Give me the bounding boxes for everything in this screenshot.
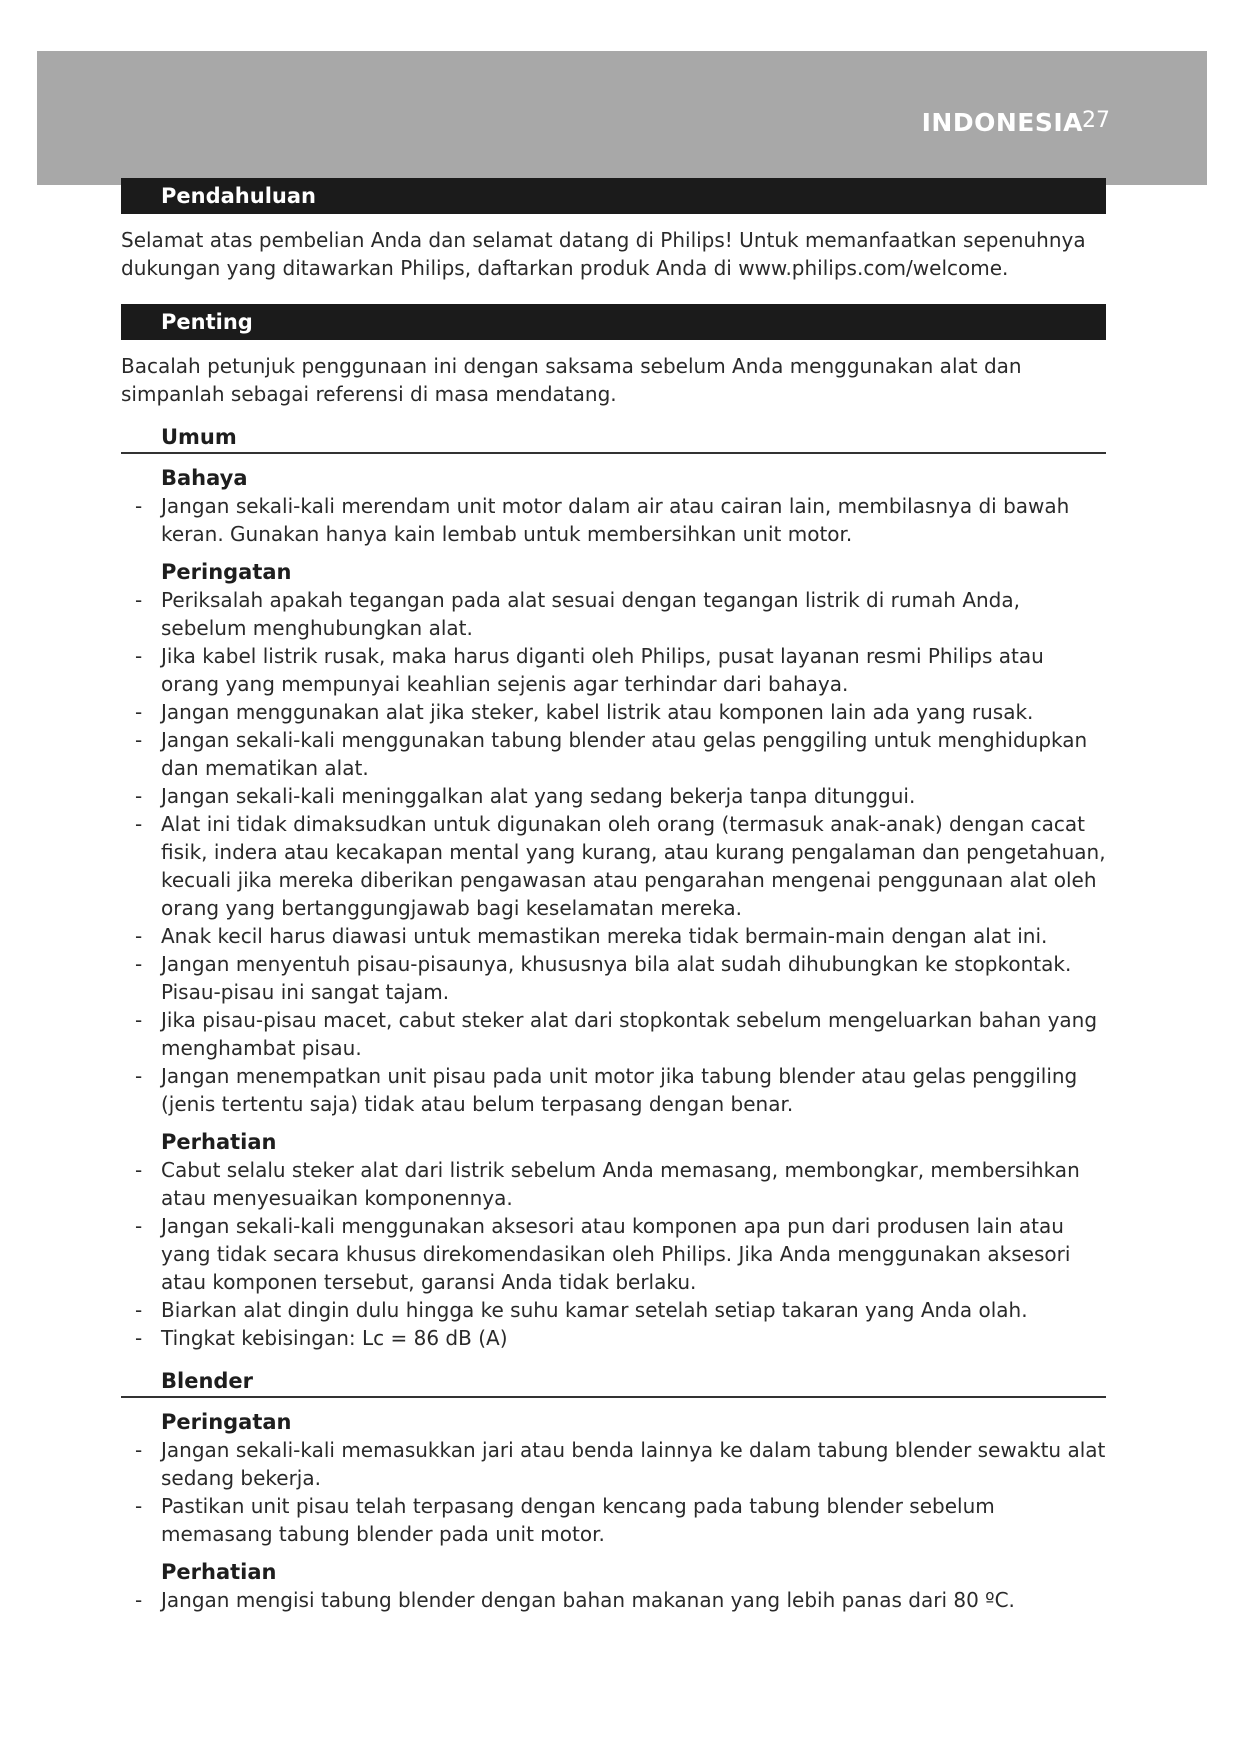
- list-item: [121, 810, 1106, 922]
- dash-bullet: -: [135, 1326, 143, 1350]
- blender-perhatian-list: [121, 1586, 1106, 1614]
- list-item: [121, 1492, 1106, 1548]
- list-item-text: Periksalah apakah tegangan pada alat sesuai dengan tegangan listrik di rumah Anda, sebelum menghubungkan alat.: [161, 588, 1020, 640]
- list-item-text: Jangan sekali-kali meninggalkan alat yang sedang bekerja tanpa ditunggui.: [161, 784, 916, 808]
- dash-bullet: -: [135, 812, 143, 836]
- dash-bullet: -: [135, 1214, 143, 1238]
- list-item: [121, 782, 1106, 810]
- dash-bullet: -: [135, 494, 143, 518]
- list-item: [121, 1156, 1106, 1212]
- list-item-text: Biarkan alat dingin dulu hingga ke suhu kamar setelah setiap takaran yang Anda olah.: [161, 1298, 1028, 1322]
- dash-bullet: -: [135, 1158, 143, 1182]
- list-item: [121, 698, 1106, 726]
- list-item-text: Pastikan unit pisau telah terpasang dengan kencang pada tabung blender sebelum memasang tabung blender pada unit motor.: [161, 1494, 995, 1546]
- dash-bullet: -: [135, 644, 143, 668]
- dash-bullet: -: [135, 1438, 143, 1462]
- dash-bullet: -: [135, 588, 143, 612]
- list-item: [121, 1586, 1106, 1614]
- list-item: [121, 642, 1106, 698]
- language-label: INDONESIA: [921, 108, 1083, 137]
- list-item: [121, 1212, 1106, 1296]
- list-item: [121, 586, 1106, 642]
- section-heading-pendahuluan: Pendahuluan: [121, 178, 1106, 214]
- peringatan-list: [121, 586, 1106, 1118]
- list-item-text: Alat ini tidak dimaksudkan untuk digunakan oleh orang (termasuk anak-anak) dengan cacat fisik, indera atau kecakapan mental yang kurang, atau kurang pengalaman dan pengetahuan, kecuali jika mereka diberikan pengawasan atau pengarahan mengenai penggunaan alat oleh orang yang bertanggungjawab bagi keselamatan mereka.: [161, 812, 1106, 920]
- dash-bullet: -: [135, 1494, 143, 1518]
- list-item: [121, 922, 1106, 950]
- dash-bullet: -: [135, 1588, 143, 1612]
- list-item-text: Jangan menyentuh pisau-pisaunya, khususnya bila alat sudah dihubungkan ke stopkontak. Pisau-pisau ini sangat tajam.: [161, 952, 1072, 1004]
- dash-bullet: -: [135, 1298, 143, 1322]
- list-item-text: Jangan sekali-kali merendam unit motor dalam air atau cairan lain, membilasnya di bawah keran. Gunakan hanya kain lembab untuk membersihkan unit motor.: [161, 494, 1070, 546]
- list-item-text: Jangan menempatkan unit pisau pada unit motor jika tabung blender atau gelas penggiling (jenis tertentu saja) tidak atau belum terpasang dengan benar.: [161, 1064, 1078, 1116]
- group-title-blender-peringatan: Peringatan: [161, 1410, 292, 1434]
- list-item: [121, 1062, 1106, 1118]
- blender-peringatan-list: [121, 1436, 1106, 1548]
- list-item: [121, 492, 1106, 548]
- list-item-text: Jangan menggunakan alat jika steker, kabel listrik atau komponen lain ada yang rusak.: [161, 700, 1034, 724]
- penting-text: Bacalah petunjuk penggunaan ini dengan saksama sebelum Anda menggunakan alat dan simpanlah sebagai referensi di masa mendatang.: [121, 354, 1022, 406]
- group-title-peringatan: Peringatan: [161, 560, 292, 584]
- list-item: [121, 1324, 1106, 1352]
- list-item-text: Jangan sekali-kali menggunakan tabung blender atau gelas penggiling untuk menghidupkan dan mematikan alat.: [161, 728, 1088, 780]
- list-item: [121, 1296, 1106, 1324]
- dash-bullet: -: [135, 924, 143, 948]
- group-title-blender-perhatian: Perhatian: [161, 1560, 277, 1584]
- list-item-text: Jika pisau-pisau macet, cabut steker alat dari stopkontak sebelum mengeluarkan bahan yang menghambat pisau.: [161, 1008, 1098, 1060]
- list-item: [121, 950, 1106, 1006]
- list-item-text: Cabut selalu steker alat dari listrik sebelum Anda memasang, membongkar, membersihkan atau menyesuaikan komponennya.: [161, 1158, 1080, 1210]
- dash-bullet: -: [135, 728, 143, 752]
- list-item-text: Tingkat kebisingan: Lc = 86 dB (A): [161, 1326, 508, 1350]
- running-head: [922, 108, 1083, 137]
- bahaya-list: [121, 492, 1106, 548]
- dash-bullet: -: [135, 1064, 143, 1088]
- list-item-text: Anak kecil harus diawasi untuk memastikan mereka tidak bermain-main dengan alat ini.: [161, 924, 1048, 948]
- page-number: 27: [1082, 108, 1110, 133]
- dash-bullet: -: [135, 952, 143, 976]
- perhatian-list: [121, 1156, 1106, 1352]
- dash-bullet: -: [135, 784, 143, 808]
- group-title-bahaya: Bahaya: [161, 466, 248, 490]
- subsection-heading-blender: Blender: [121, 1366, 1106, 1398]
- list-item-text: Jangan mengisi tabung blender dengan bahan makanan yang lebih panas dari 80 ºC.: [161, 1588, 1015, 1612]
- pendahuluan-text: Selamat atas pembelian Anda dan selamat datang di Philips! Untuk memanfaatkan sepenuhnya dukungan yang ditawarkan Philips, daftarkan produk Anda di www.philips.com/welcome.: [121, 228, 1086, 280]
- list-item-text: Jangan sekali-kali memasukkan jari atau benda lainnya ke dalam tabung blender sewaktu alat sedang bekerja.: [161, 1438, 1106, 1490]
- dash-bullet: -: [135, 1008, 143, 1032]
- list-item: [121, 1436, 1106, 1492]
- list-item: [121, 1006, 1106, 1062]
- subsection-heading-umum: Umum: [121, 422, 1106, 454]
- group-title-perhatian: Perhatian: [161, 1130, 277, 1154]
- dash-bullet: -: [135, 700, 143, 724]
- list-item: [121, 726, 1106, 782]
- list-item-text: Jangan sekali-kali menggunakan aksesori atau komponen apa pun dari produsen lain atau yang tidak secara khusus direkomendasikan oleh Philips. Jika Anda menggunakan aksesori atau komponen tersebut, garansi Anda tidak berlaku.: [161, 1214, 1071, 1294]
- manual-content: [121, 178, 1106, 1614]
- section-heading-penting: Penting: [121, 304, 1106, 340]
- list-item-text: Jika kabel listrik rusak, maka harus diganti oleh Philips, pusat layanan resmi Philips atau orang yang mempunyai keahlian sejenis agar terhindar dari bahaya.: [161, 644, 1044, 696]
